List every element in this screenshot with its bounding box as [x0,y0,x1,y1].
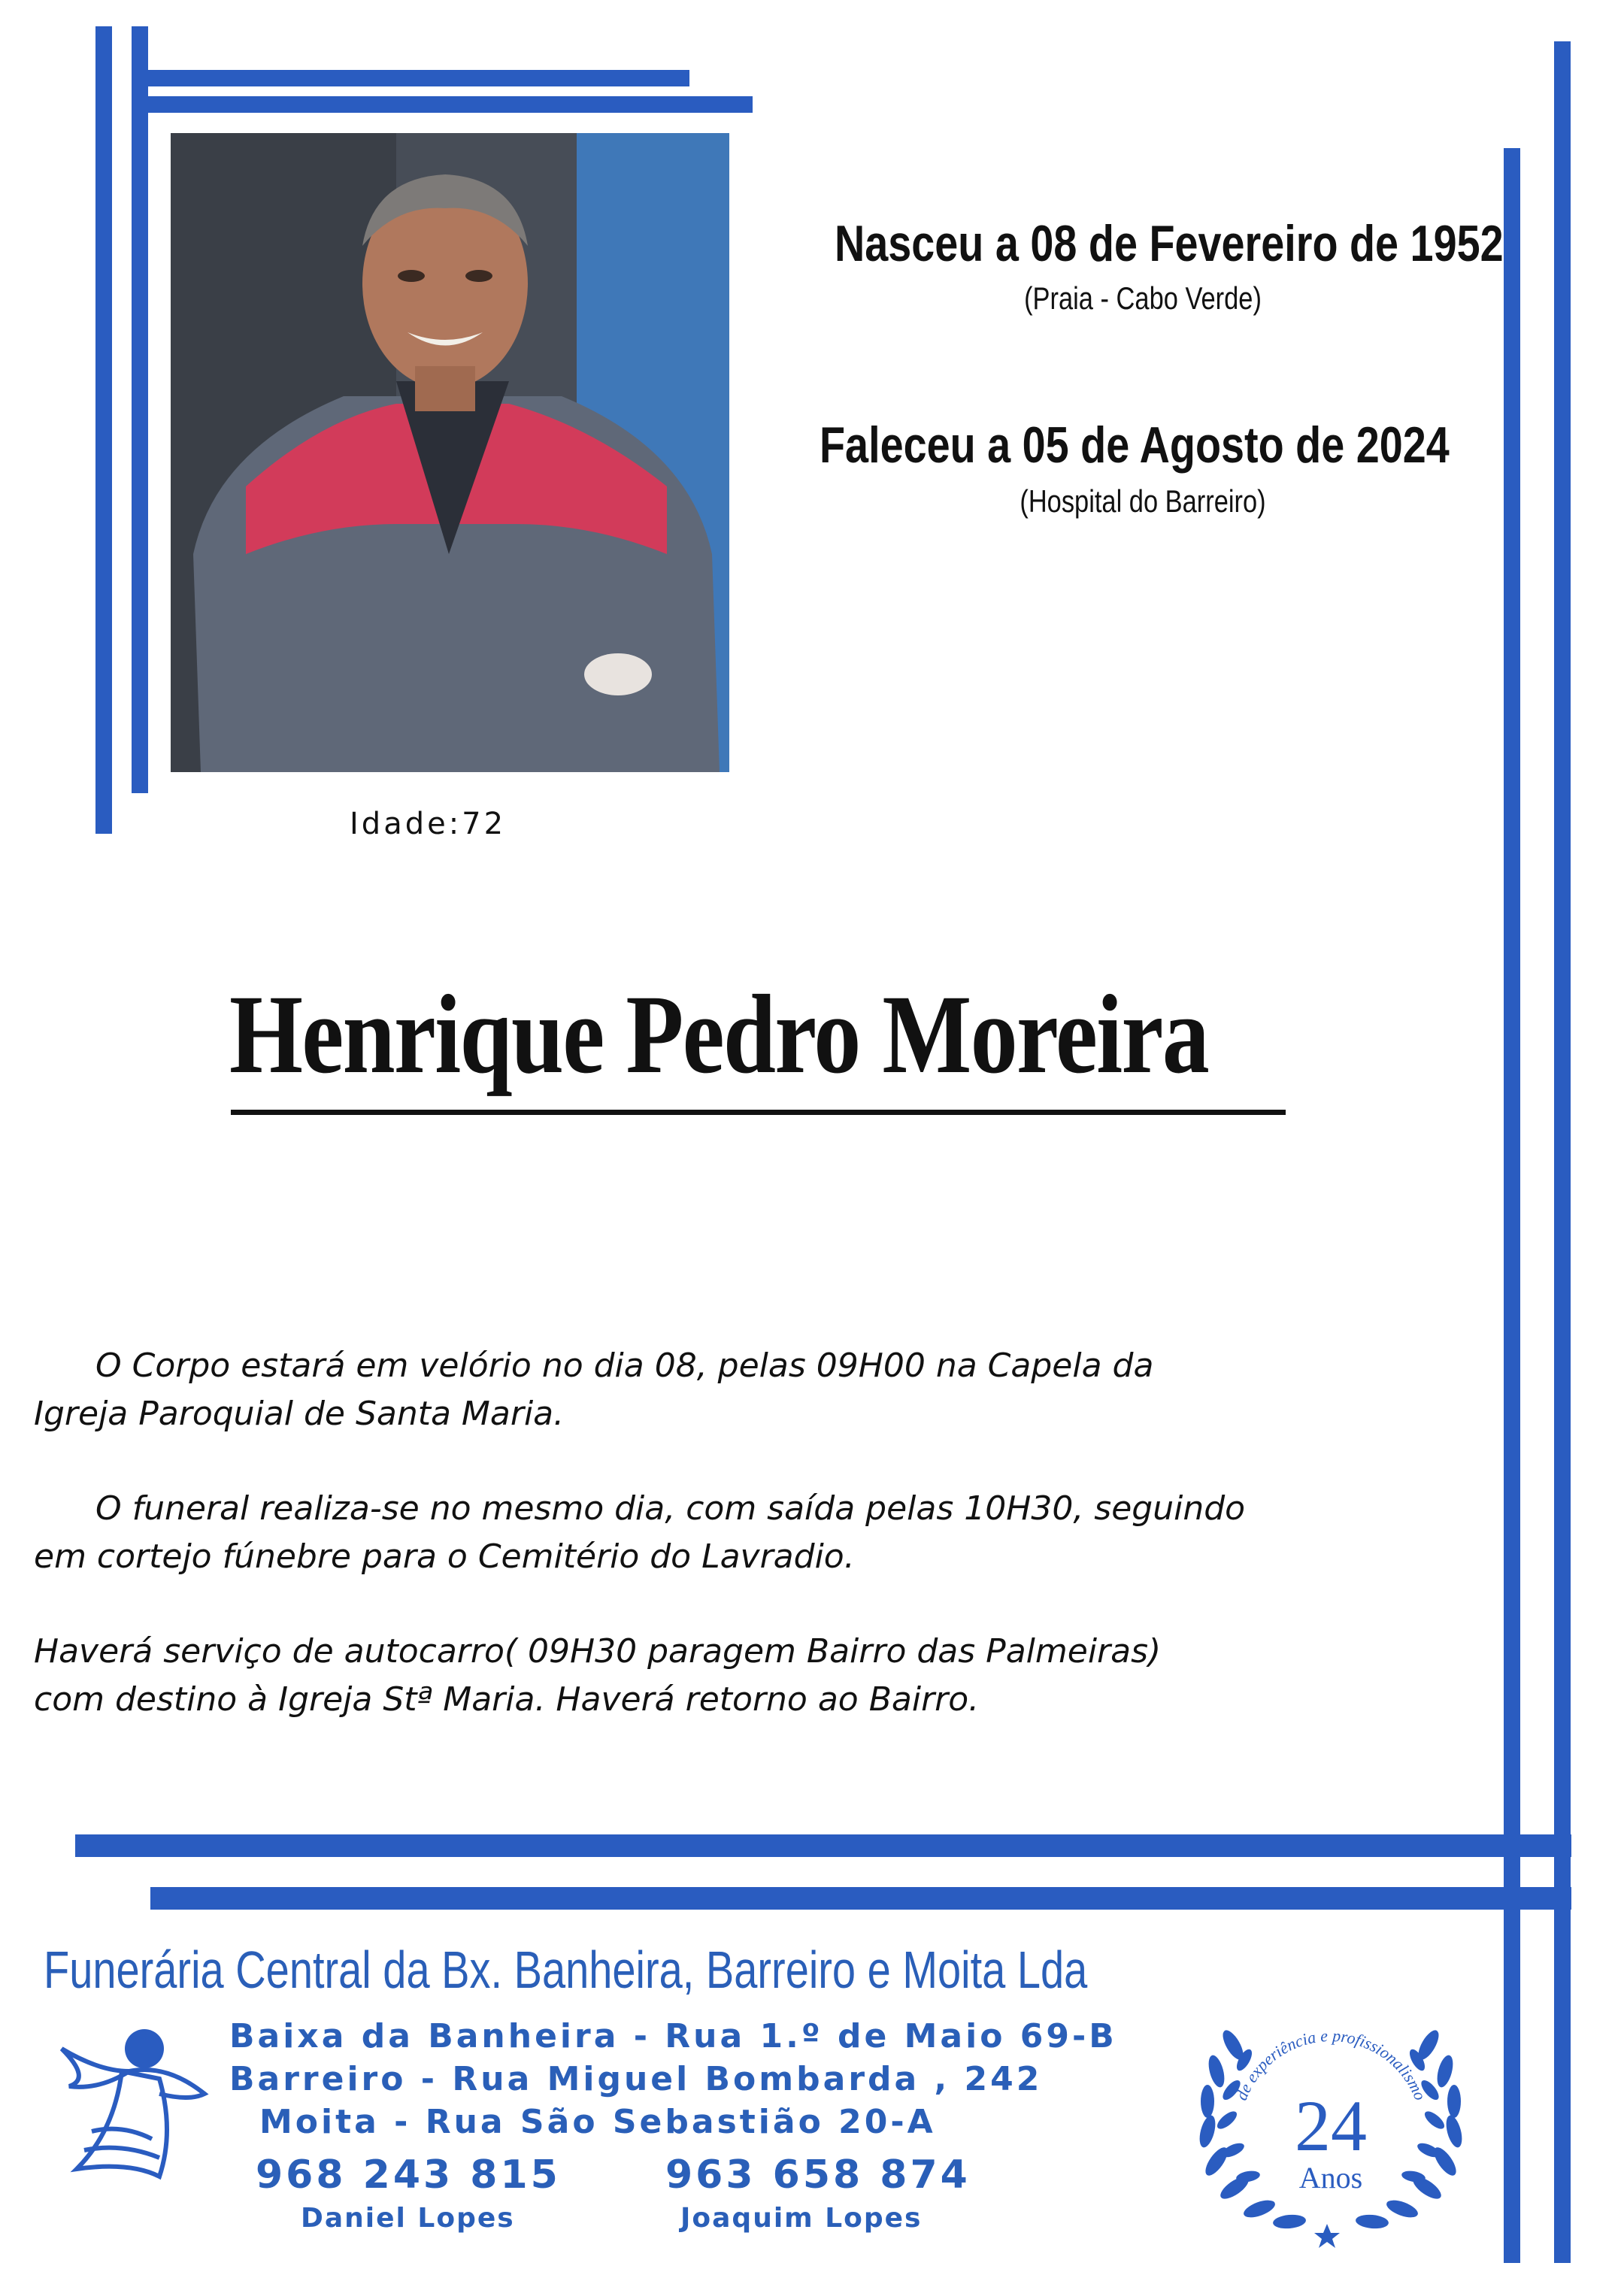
divider-bar-upper [75,1834,1571,1857]
paragraph-wake-line1: O Corpo estará em velório no dia 08, pelas 09H00 na Capela da [95,1347,1154,1385]
death-line: Faleceu a 05 de Agosto de 2024 [820,417,1450,474]
frame-bar-right-inner [1504,148,1520,2263]
birth-place: (Praia - Cabo Verde) [1024,280,1262,316]
laurel-left-icon [1197,2027,1307,2229]
contact-joaquim: Joaquim Lopes [680,2203,923,2234]
paragraph-bus-line1: Haverá serviço de autocarro( 09H30 paragem Bairro das Palmeiras) [34,1632,1162,1671]
frame-bar-left-outer [95,26,112,834]
badge-arc-text: de experiência e profissionalismo [1232,2025,1430,2103]
badge-label: Anos [1298,2161,1363,2195]
contact-daniel: Daniel Lopes [301,2203,515,2234]
divider-bar-lower [150,1887,1571,1910]
phone-daniel: 968 243 815 [256,2152,561,2198]
paragraph-funeral [34,1485,1245,1581]
paragraph-funeral-line2: em cortejo fúnebre para o Cemitério do Lavradio. [34,1537,855,1576]
address-moita: Moita - Rua São Sebastião 20-A [259,2103,936,2141]
frame-bar-top-outer [148,96,753,113]
deceased-name: Henrique Pedro Moreira [229,972,1209,1097]
address-barreiro: Barreiro - Rua Miguel Bombarda , 242 [229,2060,1043,2098]
paragraph-funeral-line1: O funeral realiza-se no mesmo dia, com saída pelas 10H30, seguindo [95,1489,1246,1528]
company-name: Funerária Central da Bx. Banheira, Barreiro e Moita Lda [44,1940,1088,1999]
angel-logo-icon [47,2019,220,2184]
portrait-image [171,133,729,772]
star-icon [1314,2224,1340,2248]
address-baixa-banheira: Baixa da Banheira - Rua 1.º de Maio 69-B [229,2017,1117,2055]
laurel-right-icon [1355,2027,1465,2229]
anniversary-badge [1173,2000,1489,2248]
portrait-photo [171,133,729,772]
name-underline [231,1110,1286,1115]
paragraph-bus-line2: com destino à Igreja Stª Maria. Haverá retorno ao Bairro. [34,1680,980,1719]
paragraph-bus [34,1628,1161,1724]
frame-bar-top-inner [148,70,689,86]
birth-line: Nasceu a 08 de Fevereiro de 1952 [835,215,1504,272]
phone-joaquim: 963 658 874 [665,2152,971,2198]
frame-bar-left-inner [132,26,148,793]
paragraph-wake [34,1342,1153,1438]
age-label: Idade:72 [350,807,507,841]
paragraph-wake-line2: Igreja Paroquial de Santa Maria. [34,1395,565,1433]
death-place: (Hospital do Barreiro) [1020,483,1266,519]
badge-number: 24 [1295,2086,1367,2166]
frame-bar-right-outer [1554,41,1571,2263]
